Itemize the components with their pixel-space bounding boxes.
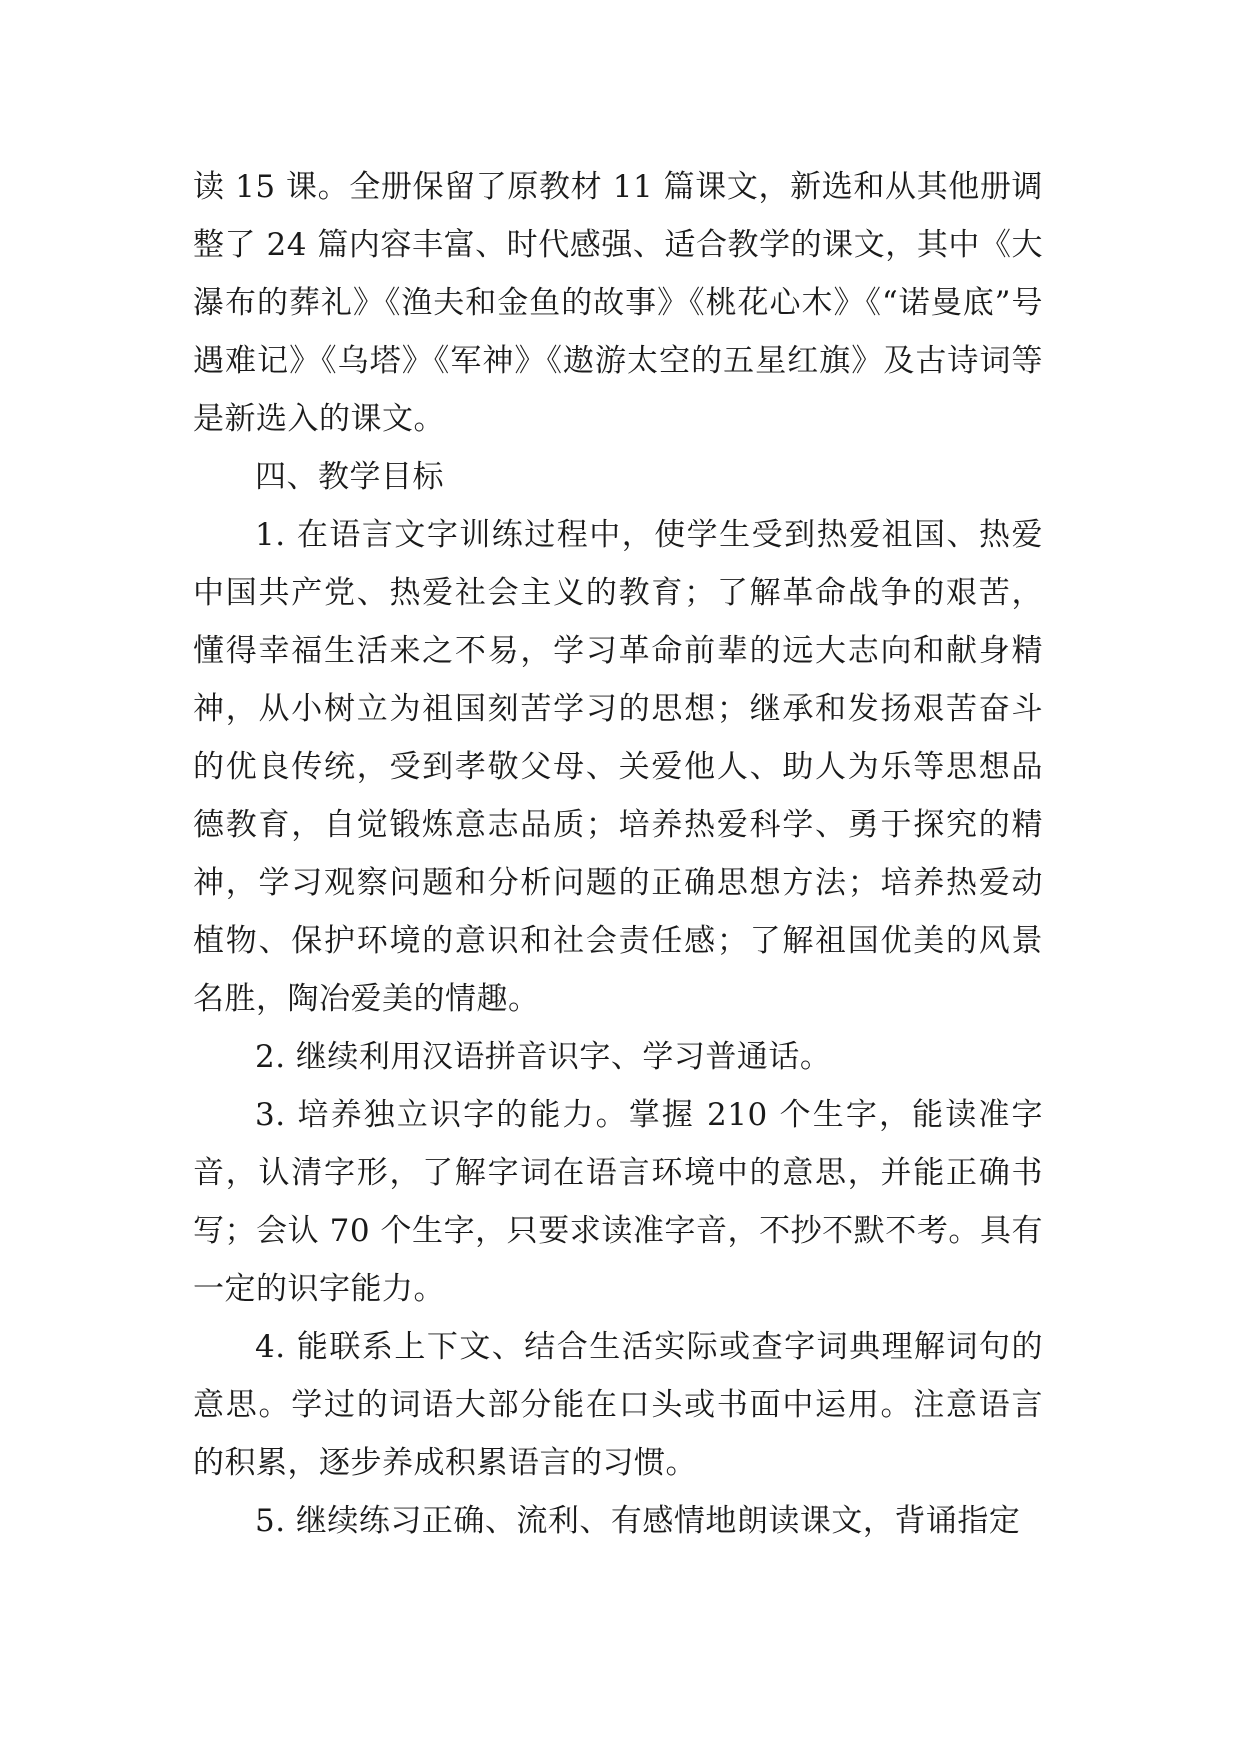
paragraph-goal-4: 4. 能联系上下文、结合生活实际或查字词典理解词句的意思。学过的词语大部分能在口头或书面中运用。注意语言的积累，逐步养成积累语言的习惯。 xyxy=(193,1329,1043,1481)
paragraph-goal-2: 2. 继续利用汉语拼音识字、学习普通话。 xyxy=(255,1039,832,1075)
paragraph-goal-1: 1. 在语言文字训练过程中，使学生受到热爱祖国、热爱中国共产党、热爱社会主义的教育；了解革命战争的艰苦，懂得幸福生活来之不易，学习革命前辈的远大志向和献身精神，从小树立为祖国刻苦学习的思想；继承和发扬艰苦奋斗的优良传统，受到孝敬父母、关爱他人、助人为乐等思想品德教育，自觉锻炼意志品质；培养热爱科学、勇于探究的精神，学习观察问题和分析问题的正确思想方法；培养热爱动植物、保护环境的意识和社会责任感；了解祖国优美的风景名胜，陶冶爱美的情趣。 xyxy=(193,517,1043,1017)
section-heading-teaching-goals: 四、教学目标 xyxy=(255,459,444,495)
paragraph-goal-3: 3. 培养独立识字的能力。掌握 210 个生字，能读准字音，认清字形，了解字词在语言环境中的意思，并能正确书写；会认 70 个生字，只要求读准字音，不抄不默不考。具有一定的识字能力。 xyxy=(193,1097,1043,1307)
paragraph-goal-5: 5. 继续练习正确、流利、有感情地朗读课文，背诵指定 xyxy=(255,1503,1021,1539)
paragraph-lessons-intro: 读 15 课。全册保留了原教材 11 篇课文，新选和从其他册调整了 24 篇内容丰富、时代感强、适合教学的课文，其中《大瀑布的葬礼》《渔夫和金鱼的故事》《桃花心木》《“诺曼底”号遇难记》《乌塔》《军神》《遨游太空的五星红旗》及古诗词等是新选入的课文。 xyxy=(193,169,1043,437)
document-body xyxy=(193,158,1043,1550)
